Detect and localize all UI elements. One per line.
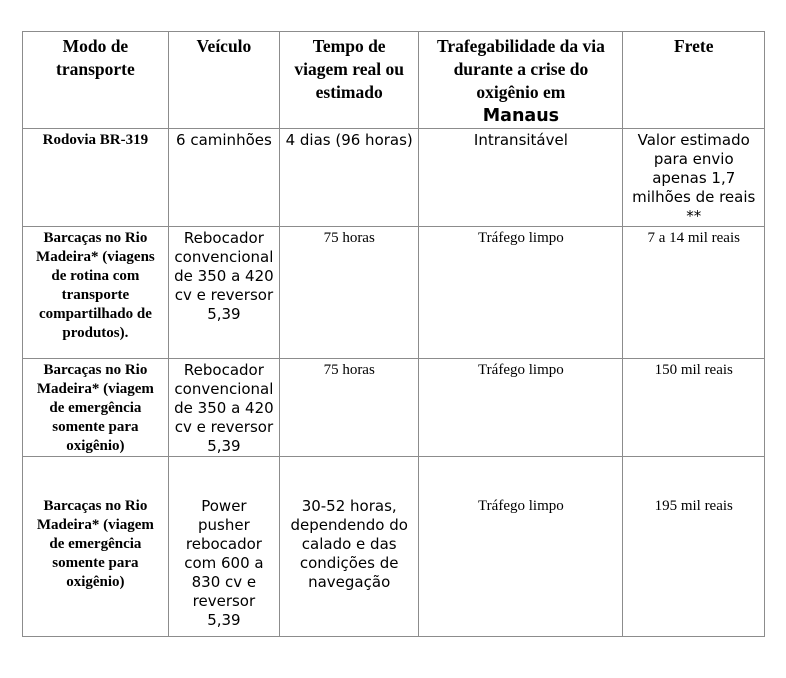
cell-veiculo: Power pusher rebocador com 600 a 830 cv e reversor 5,39: [168, 457, 279, 637]
cell-modo: Barcaças no Rio Madeira* (viagem de emergência somente para oxigênio): [23, 457, 169, 637]
cell-trafegabilidade: Intransitável: [419, 129, 623, 227]
header-trafegabilidade-text: Trafegabilidade da via durante a crise do oxigênio em: [436, 36, 605, 102]
cell-tempo: 30-52 horas, dependendo do calado e das condições de navegação: [280, 457, 419, 637]
table-row: [23, 457, 765, 637]
cell-veiculo: Rebocador convencional de 350 a 420 cv e reversor 5,39: [168, 227, 279, 359]
header-row: [23, 32, 765, 129]
header-trafegabilidade: [419, 32, 623, 129]
table-row: [23, 129, 765, 227]
cell-frete: 195 mil reais: [623, 457, 765, 637]
cell-trafegabilidade: Tráfego limpo: [419, 359, 623, 457]
header-tempo: Tempo de viagem real ou estimado: [280, 32, 419, 129]
cell-modo: Rodovia BR-319: [23, 129, 169, 227]
cell-trafegabilidade: Tráfego limpo: [419, 457, 623, 637]
transport-table: [22, 31, 765, 637]
cell-trafegabilidade: Tráfego limpo: [419, 227, 623, 359]
table-row: [23, 227, 765, 359]
table-row: [23, 359, 765, 457]
cell-modo: Barcaças no Rio Madeira* (viagem de emergência somente para oxigênio): [23, 359, 169, 457]
cell-tempo: 4 dias (96 horas): [280, 129, 419, 227]
cell-frete: 150 mil reais: [623, 359, 765, 457]
cell-modo: Barcaças no Rio Madeira* (viagens de rotina com transporte compartilhado de produtos).: [23, 227, 169, 359]
header-trafegabilidade-city: Manaus: [482, 106, 560, 126]
cell-veiculo: Rebocador convencional de 350 a 420 cv e reversor 5,39: [168, 359, 279, 457]
cell-tempo: 75 horas: [280, 359, 419, 457]
cell-tempo: 75 horas: [280, 227, 419, 359]
cell-veiculo: 6 caminhões: [168, 129, 279, 227]
header-frete: Frete: [623, 32, 765, 129]
cell-frete: 7 a 14 mil reais: [623, 227, 765, 359]
header-modo: Modo de transporte: [23, 32, 169, 129]
header-veiculo: Veículo: [168, 32, 279, 129]
cell-frete: Valor estimado para envio apenas 1,7 milhões de reais **: [623, 129, 765, 227]
